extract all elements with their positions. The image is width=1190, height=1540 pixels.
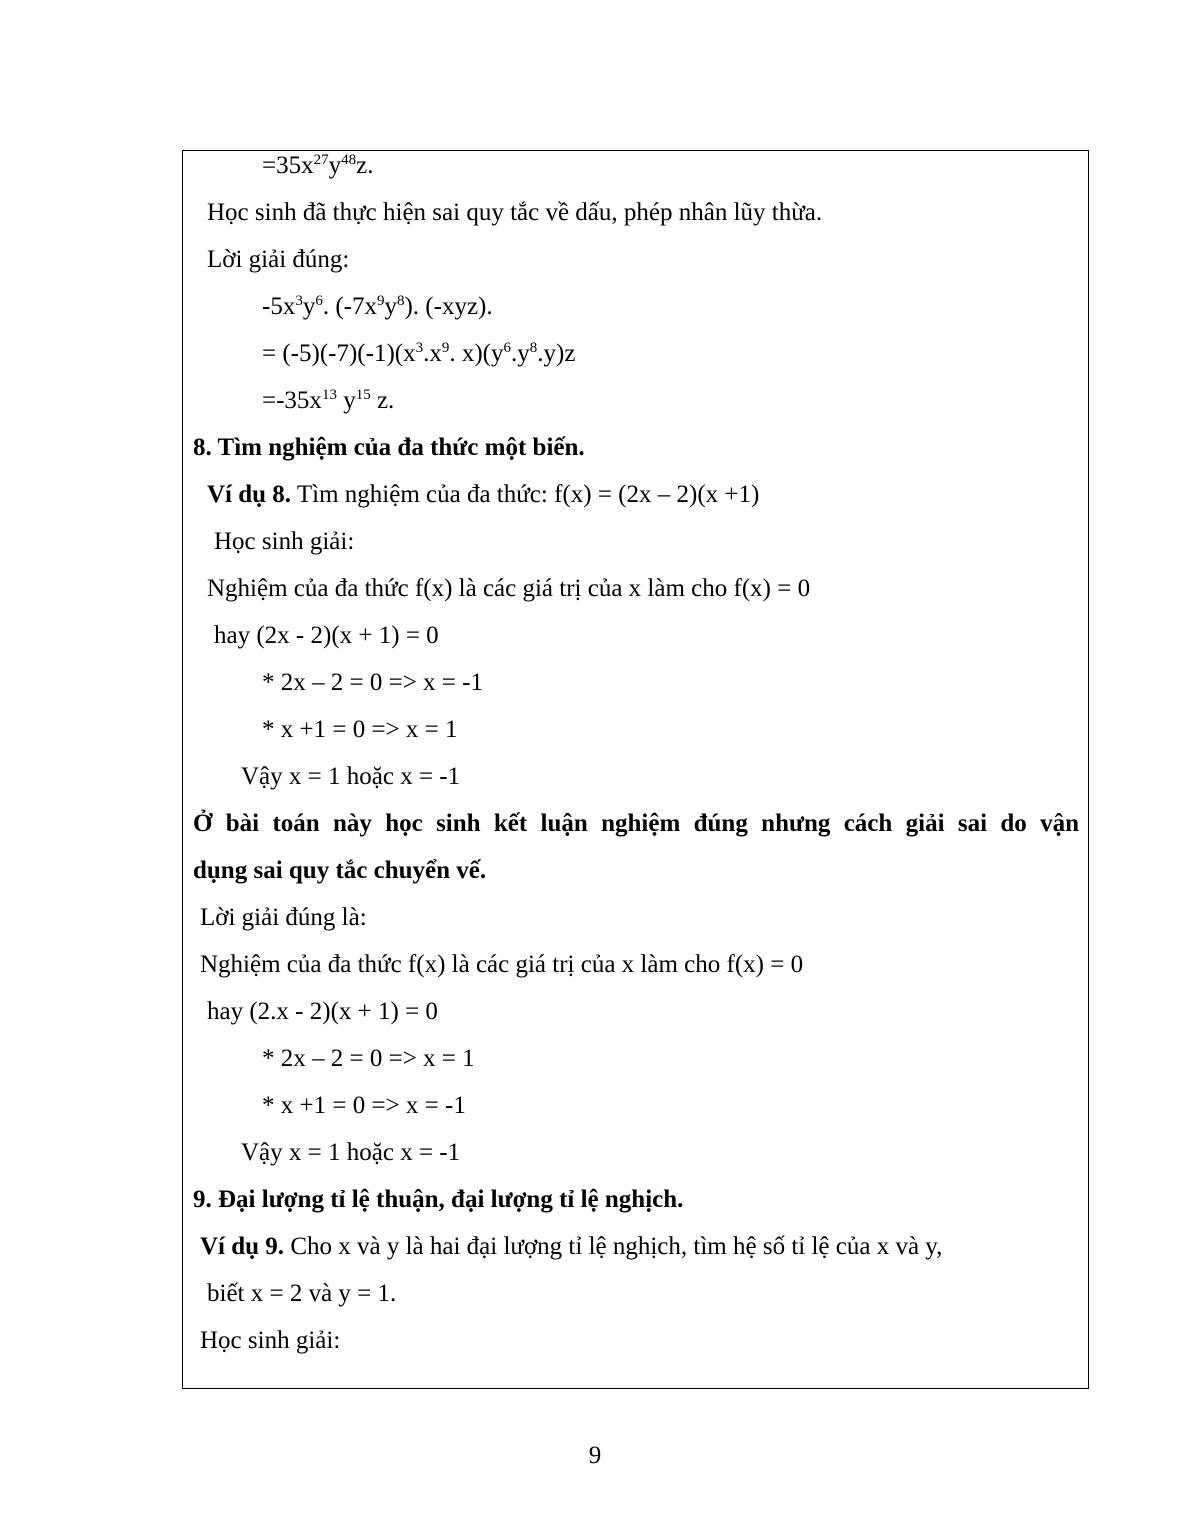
- case-line: * 2x – 2 = 0 => x = -1: [262, 669, 483, 696]
- example-8-label: Ví dụ 8.: [207, 481, 292, 508]
- analysis-comment-cont: dụng sai quy tắc chuyển vế.: [193, 857, 487, 884]
- example-9-cont: biết x = 2 và y = 1.: [207, 1280, 397, 1307]
- result-line-wrong: $=35x^{27}y^{48}z$.: [262, 152, 374, 179]
- analysis-comment: Ở bài toán này học sinh kết luận nghiệm đúng nhưng cách giải sai do vận: [193, 810, 1079, 837]
- section-8-heading: 8. Tìm nghiệm của đa thức một biến.: [193, 434, 585, 461]
- example-9: Ví dụ 9. Cho x và y là hai đại lượng tỉ lệ nghịch, tìm hệ số tỉ lệ của x và y,: [200, 1233, 943, 1260]
- case-line: * x +1 = 0 => x = 1: [262, 716, 458, 743]
- expression-step: = $(-5)(-7)(-1)(x^3.x^9$. $x)(y^6.y^8.y)z$: [262, 340, 576, 367]
- conclusion-line: Vậy x = 1 hoặc x = -1: [241, 763, 461, 790]
- definition-line: Nghiệm của đa thức f(x) là các giá trị của x làm cho f(x) = 0: [200, 951, 804, 978]
- case-line: * x +1 = 0 => x = -1: [262, 1092, 466, 1119]
- equation-line: hay (2x - 2)(x + 1) = 0: [214, 622, 439, 649]
- expression-result: $=-35x^{13}$ $y^{15}$ z.: [262, 387, 395, 414]
- correct-solution-heading: Lời giải đúng là:: [200, 904, 367, 931]
- example-9-label: Ví dụ 9.: [200, 1233, 285, 1260]
- case-line: * 2x – 2 = 0 => x = 1: [262, 1045, 475, 1072]
- equation-line: hay (2.x - 2)(x + 1) = 0: [207, 998, 438, 1025]
- page-number: 9: [588, 1442, 602, 1469]
- error-comment: Học sinh đã thực hiện sai quy tắc về dấu, phép nhân lũy thừa.: [207, 199, 823, 226]
- student-solution-heading: Học sinh giải:: [214, 528, 355, 555]
- conclusion-line: Vậy x = 1 hoặc x = -1: [241, 1139, 461, 1166]
- section-9-heading: 9. Đại lượng tỉ lệ thuận, đại lượng tỉ lệ nghịch.: [193, 1186, 684, 1213]
- example-8: Ví dụ 8. Tìm nghiệm của đa thức: f(x) = (2x – 2)(x +1): [207, 481, 760, 508]
- correct-solution-heading: Lời giải đúng:: [207, 246, 350, 273]
- student-solution-heading: Học sinh giải:: [200, 1327, 341, 1354]
- expression-line: $-5x^3y^6$. $(-7x^9y^8)$. (-xyz).: [262, 293, 493, 320]
- definition-line: Nghiệm của đa thức f(x) là các giá trị của x làm cho f(x) = 0: [207, 575, 811, 602]
